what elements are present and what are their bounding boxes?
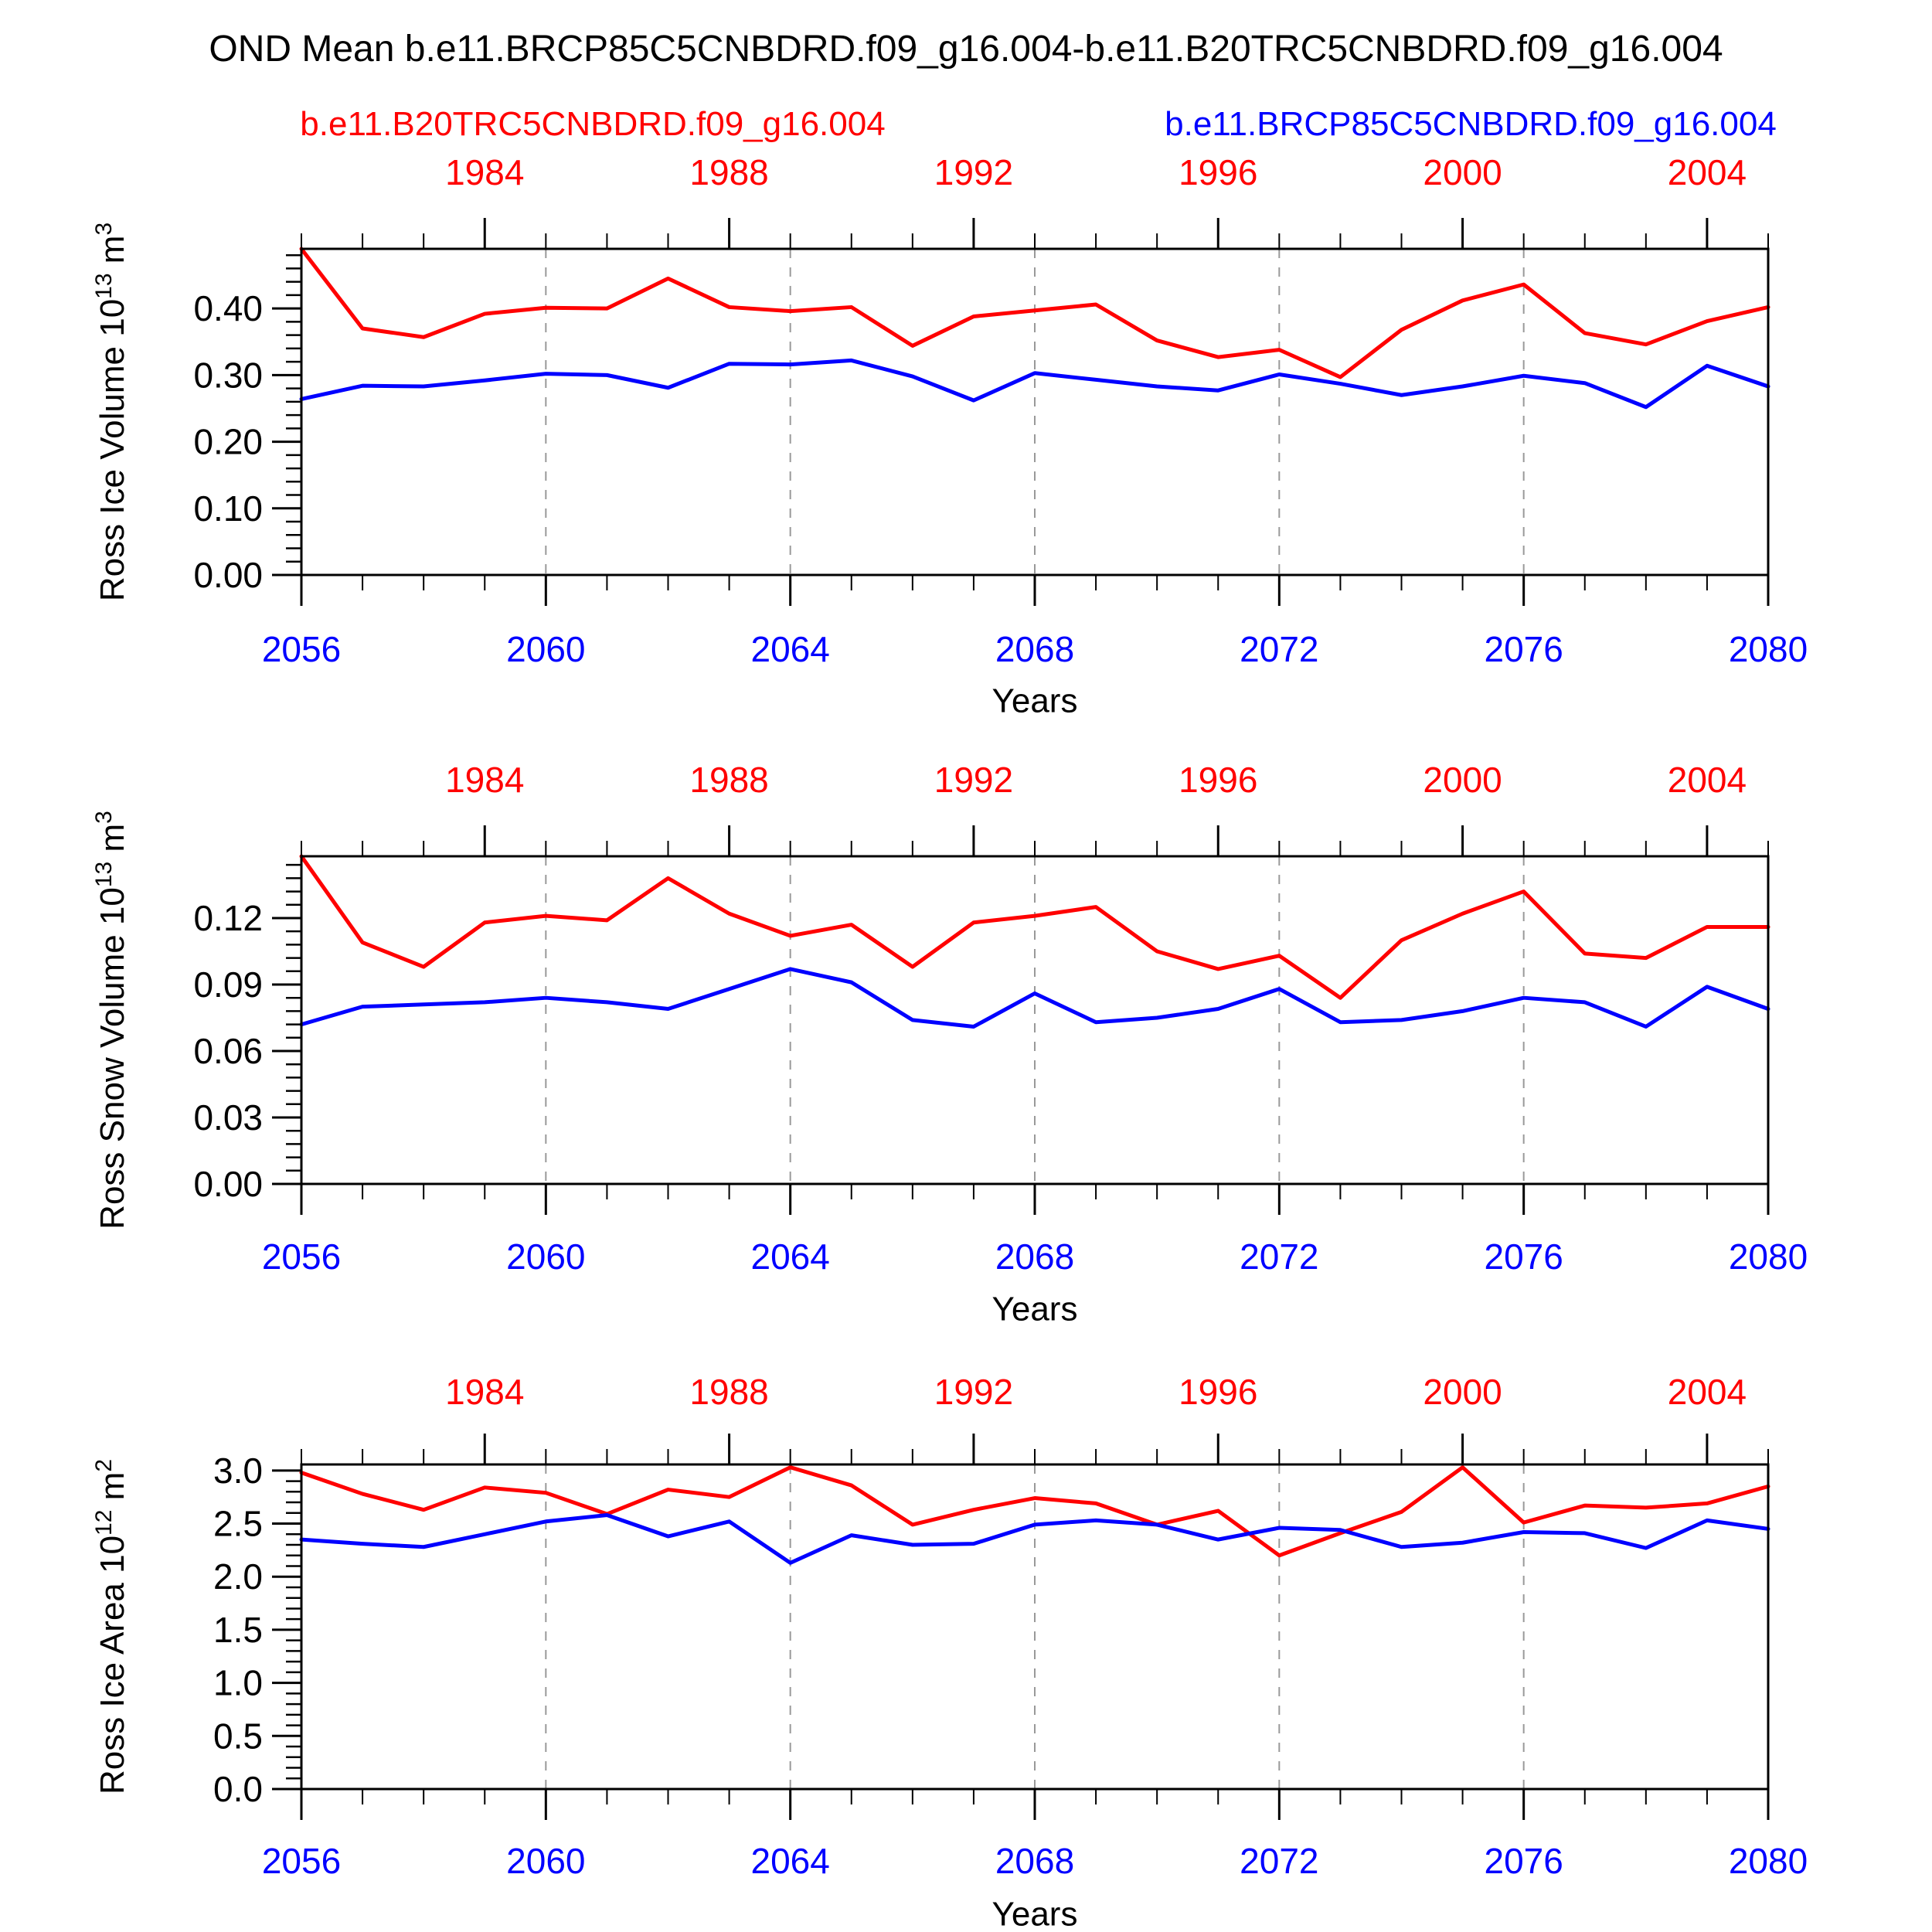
top-axis-year-label: 2000 xyxy=(1423,1372,1502,1412)
y-tick-label: 0.20 xyxy=(193,421,263,462)
bottom-axis-year-label: 2064 xyxy=(750,1236,830,1277)
top-axis-year-label: 2000 xyxy=(1423,760,1502,800)
y-tick-label: 0.40 xyxy=(193,288,263,329)
y-tick-label: 3.0 xyxy=(213,1450,263,1491)
y-tick-label: 0.06 xyxy=(193,1030,263,1071)
top-axis-year-label: 2000 xyxy=(1423,152,1502,192)
y-tick-label: 0.5 xyxy=(213,1716,263,1757)
top-axis-year-label: 1992 xyxy=(934,152,1014,192)
bottom-axis-year-label: 2072 xyxy=(1240,629,1319,669)
page-title: OND Mean b.e11.BRCP85C5CNBDRD.f09_g16.004-b.e11.B20TRC5CNBDRD.f09_g16.004 xyxy=(209,29,1723,70)
y-tick-label: 0.10 xyxy=(193,488,263,529)
top-axis-year-label: 1988 xyxy=(689,760,769,800)
bottom-axis-year-label: 2080 xyxy=(1728,1841,1808,1881)
x-axis-title: Years xyxy=(992,682,1078,720)
y-tick-label: 2.5 xyxy=(213,1503,263,1544)
top-axis-year-label: 1984 xyxy=(445,760,525,800)
y-tick-label: 1.0 xyxy=(213,1662,263,1703)
bottom-axis-year-label: 2072 xyxy=(1240,1841,1319,1881)
top-axis-year-label: 1984 xyxy=(445,152,525,192)
bottom-axis-year-label: 2056 xyxy=(261,629,342,669)
y-tick-label: 0.00 xyxy=(193,1164,263,1204)
y-tick-label: 1.5 xyxy=(213,1609,263,1650)
y-tick-label: 0.30 xyxy=(193,355,263,396)
y-tick-label: 0.0 xyxy=(213,1769,263,1809)
bottom-axis-year-label: 2060 xyxy=(506,1841,586,1881)
legend-series2-label: b.e11.BRCP85C5CNBDRD.f09_g16.004 xyxy=(1165,105,1777,143)
bottom-axis-year-label: 2064 xyxy=(750,1841,830,1881)
bottom-axis-year-label: 2056 xyxy=(261,1236,342,1277)
y-tick-label: 2.0 xyxy=(213,1556,263,1597)
bottom-axis-year-label: 2068 xyxy=(995,1841,1075,1881)
bottom-axis-year-label: 2076 xyxy=(1484,1841,1563,1881)
y-tick-label: 0.00 xyxy=(193,555,263,595)
top-axis-year-label: 2004 xyxy=(1667,152,1747,192)
top-axis-year-label: 1988 xyxy=(689,1372,769,1412)
y-tick-label: 0.09 xyxy=(193,964,263,1005)
bottom-axis-year-label: 2072 xyxy=(1240,1236,1319,1277)
top-axis-year-label: 1988 xyxy=(689,152,769,192)
bottom-axis-year-label: 2076 xyxy=(1484,629,1563,669)
legend-series1-label: b.e11.B20TRC5CNBDRD.f09_g16.004 xyxy=(300,105,886,143)
x-axis-title: Years xyxy=(992,1290,1078,1328)
top-axis-year-label: 1996 xyxy=(1179,152,1258,192)
top-axis-year-label: 2004 xyxy=(1667,760,1747,800)
bottom-axis-year-label: 2064 xyxy=(750,629,830,669)
bottom-axis-year-label: 2056 xyxy=(261,1841,342,1881)
bottom-axis-year-label: 2076 xyxy=(1484,1236,1563,1277)
bottom-axis-year-label: 2068 xyxy=(995,629,1075,669)
top-axis-year-label: 1992 xyxy=(934,1372,1014,1412)
ross-ice-volume-chart xyxy=(0,139,1932,734)
bottom-axis-year-label: 2060 xyxy=(506,629,586,669)
y-axis-title: Ross Snow Volume $10^{13}$ $m^3$ xyxy=(91,811,131,1230)
y-tick-label: 0.03 xyxy=(193,1097,263,1138)
ross-ice-area-chart xyxy=(0,1345,1932,1932)
x-axis-title: Years xyxy=(992,1895,1078,1932)
bottom-axis-year-label: 2060 xyxy=(506,1236,586,1277)
series-line-series2 xyxy=(301,969,1768,1027)
bottom-axis-year-label: 2080 xyxy=(1728,629,1808,669)
y-tick-label: 0.12 xyxy=(193,897,263,938)
ross-snow-volume-chart xyxy=(0,734,1932,1345)
top-axis-year-label: 2004 xyxy=(1667,1372,1747,1412)
bottom-axis-year-label: 2080 xyxy=(1728,1236,1808,1277)
bottom-axis-year-label: 2068 xyxy=(995,1236,1075,1277)
y-axis-title: Ross Ice Volume $10^{13}$ $m^3$ xyxy=(91,222,131,602)
top-axis-year-label: 1996 xyxy=(1179,1372,1258,1412)
top-axis-year-label: 1992 xyxy=(934,760,1014,800)
top-axis-year-label: 1984 xyxy=(445,1372,525,1412)
y-axis-title: Ross Ice Area $10^{12}$ $m^2$ xyxy=(91,1458,131,1795)
top-axis-year-label: 1996 xyxy=(1179,760,1258,800)
